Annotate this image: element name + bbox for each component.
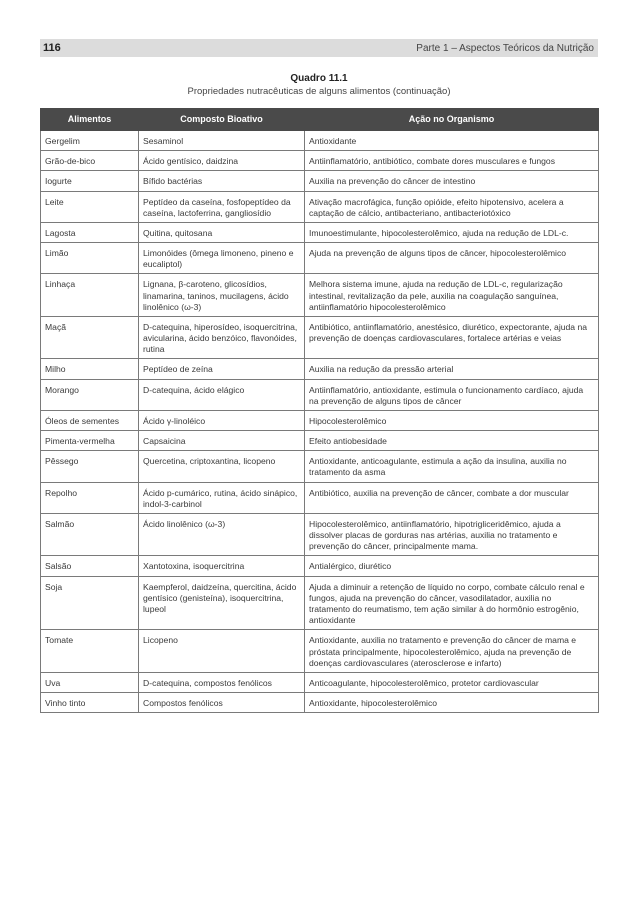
cell-compound: Ácido γ-linoléico xyxy=(139,410,305,430)
cell-food: Uva xyxy=(41,672,139,692)
cell-food: Repolho xyxy=(41,482,139,513)
cell-action: Auxilia na redução da pressão arterial xyxy=(305,359,599,379)
cell-action: Ativação macrofágica, função opióide, efeito hipotensivo, acelera a captação de cálcio, antibacteriano, antibacteriotóxico xyxy=(305,191,599,222)
cell-action: Antialérgico, diurético xyxy=(305,556,599,576)
cell-action: Antioxidante, hipocolesterolêmico xyxy=(305,693,599,713)
cell-action: Antiinflamatório, antibiótico, combate dores musculares e fungos xyxy=(305,151,599,171)
cell-food: Linhaça xyxy=(41,274,139,317)
cell-compound: D-catequina, hiperosídeo, isoquercitrina, avicularina, ácido benzóico, flavonóides, rutina xyxy=(139,316,305,359)
cell-compound: Lignana, β-caroteno, glicosídios, linamarina, taninos, mucilagens, ácido linolênico (ω-3) xyxy=(139,274,305,317)
table-header-row xyxy=(41,109,599,131)
cell-action: Imunoestimulante, hipocolesterolêmico, ajuda na redução de LDL-c. xyxy=(305,222,599,242)
column-header: Alimentos xyxy=(41,109,139,131)
cell-food: Gergelim xyxy=(41,131,139,151)
table-row xyxy=(41,630,599,673)
table-row xyxy=(41,243,599,274)
cell-compound: Bífido bactérias xyxy=(139,171,305,191)
cell-compound: D-catequina, compostos fenólicos xyxy=(139,672,305,692)
table-row xyxy=(41,431,599,451)
cell-compound: Quercetina, criptoxantina, licopeno xyxy=(139,451,305,482)
cell-food: Grão-de-bico xyxy=(41,151,139,171)
cell-action: Efeito antiobesidade xyxy=(305,431,599,451)
table-row xyxy=(41,556,599,576)
cell-compound: Capsaicina xyxy=(139,431,305,451)
cell-compound: Ácido gentísico, daidzina xyxy=(139,151,305,171)
nutraceutical-table xyxy=(40,108,599,713)
cell-food: Vinho tinto xyxy=(41,693,139,713)
cell-action: Melhora sistema imune, ajuda na redução de LDL-c, regularização intestinal, revitalização da pele, auxilia na coagulação sanguínea, antiinflamatório hipocolesterolêmico xyxy=(305,274,599,317)
table-row xyxy=(41,171,599,191)
cell-food: Lagosta xyxy=(41,222,139,242)
table-row xyxy=(41,693,599,713)
cell-action: Antioxidante, auxilia no tratamento e prevenção do câncer de mama e próstata principalmente, hipocolesterolêmico, ajuda na prevenção de doenças cardiovasculares (aterosclerose e infarto) xyxy=(305,630,599,673)
cell-compound: Licopeno xyxy=(139,630,305,673)
column-header: Ação no Organismo xyxy=(305,109,599,131)
running-head: Parte 1 – Aspectos Teóricos da Nutrição xyxy=(416,42,594,54)
cell-action: Anticoagulante, hipocolesterolêmico, protetor cardiovascular xyxy=(305,672,599,692)
cell-action: Hipocolesterolêmico xyxy=(305,410,599,430)
cell-compound: Ácido linolênico (ω-3) xyxy=(139,513,305,556)
cell-food: Maçã xyxy=(41,316,139,359)
cell-compound: Ácido p-cumárico, rutina, ácido sinápico, indol-3-carbinol xyxy=(139,482,305,513)
caption-subtitle: Propriedades nutracêuticas de alguns alimentos (continuação) xyxy=(187,86,451,97)
cell-compound: Peptídeo de zeína xyxy=(139,359,305,379)
table-row xyxy=(41,316,599,359)
cell-compound: D-catequina, ácido elágico xyxy=(139,379,305,410)
table-row xyxy=(41,410,599,430)
caption-title: Quadro 11.1 xyxy=(290,73,348,84)
cell-food: Leite xyxy=(41,191,139,222)
table-row xyxy=(41,576,599,630)
cell-food: Salsão xyxy=(41,556,139,576)
cell-compound: Sesaminol xyxy=(139,131,305,151)
cell-compound: Limonóides (ômega limoneno, pineno e eucaliptol) xyxy=(139,243,305,274)
table-row xyxy=(41,274,599,317)
cell-food: Pêssego xyxy=(41,451,139,482)
cell-food: Iogurte xyxy=(41,171,139,191)
cell-food: Pimenta-vermelha xyxy=(41,431,139,451)
cell-food: Limão xyxy=(41,243,139,274)
table-body xyxy=(41,131,599,713)
cell-compound: Xantotoxina, isoquercitrina xyxy=(139,556,305,576)
cell-action: Ajuda a diminuir a retenção de líquido no corpo, combate cálculo renal e fungos, ajuda na prevenção do câncer, vasodilatador, auxilia no tratamento do reumatismo, tem ação similar à do hormônio estrogênio, antioxidante xyxy=(305,576,599,630)
table-row xyxy=(41,222,599,242)
cell-action: Auxilia na prevenção do câncer de intestino xyxy=(305,171,599,191)
cell-compound: Compostos fenólicos xyxy=(139,693,305,713)
cell-action: Antibiótico, antiinflamatório, anestésico, diurético, expectorante, ajuda na prevenção de doenças cardiovasculares, fortalece artérias e veias xyxy=(305,316,599,359)
table-row xyxy=(41,379,599,410)
cell-action: Antioxidante, anticoagulante, estimula a ação da insulina, auxilia no tratamento da asma xyxy=(305,451,599,482)
cell-food: Óleos de sementes xyxy=(41,410,139,430)
cell-action: Hipocolesterolêmico, antiinflamatório, hipotrigliceridêmico, ajuda a dissolver placas de gorduras nas artérias, auxilia no tratamento e prevenção do câncer, principalmente mama. xyxy=(305,513,599,556)
cell-compound: Kaempferol, daidzeína, quercitina, ácido gentísico (genisteína), isoquercitrina, lupeol xyxy=(139,576,305,630)
table-row xyxy=(41,131,599,151)
page-header-bar xyxy=(40,39,598,57)
cell-action: Antibiótico, auxilia na prevenção de câncer, combate a dor muscular xyxy=(305,482,599,513)
table-row xyxy=(41,513,599,556)
page-number: 116 xyxy=(43,42,61,54)
cell-compound: Peptídeo da caseína, fosfopeptídeo da caseína, lactoferrina, gangliosídio xyxy=(139,191,305,222)
cell-food: Tomate xyxy=(41,630,139,673)
column-header: Composto Bioativo xyxy=(139,109,305,131)
table-row xyxy=(41,151,599,171)
table-row xyxy=(41,482,599,513)
cell-action: Antiinflamatório, antioxidante, estimula o funcionamento cardíaco, ajuda na prevenção de alguns tipos de câncer xyxy=(305,379,599,410)
table-row xyxy=(41,451,599,482)
cell-food: Milho xyxy=(41,359,139,379)
cell-action: Antioxidante xyxy=(305,131,599,151)
table-row xyxy=(41,359,599,379)
table-row xyxy=(41,672,599,692)
table-row xyxy=(41,191,599,222)
cell-food: Soja xyxy=(41,576,139,630)
cell-food: Morango xyxy=(41,379,139,410)
cell-food: Salmão xyxy=(41,513,139,556)
cell-action: Ajuda na prevenção de alguns tipos de câncer, hipocolesterolêmico xyxy=(305,243,599,274)
cell-compound: Quitina, quitosana xyxy=(139,222,305,242)
table-caption xyxy=(40,73,598,97)
